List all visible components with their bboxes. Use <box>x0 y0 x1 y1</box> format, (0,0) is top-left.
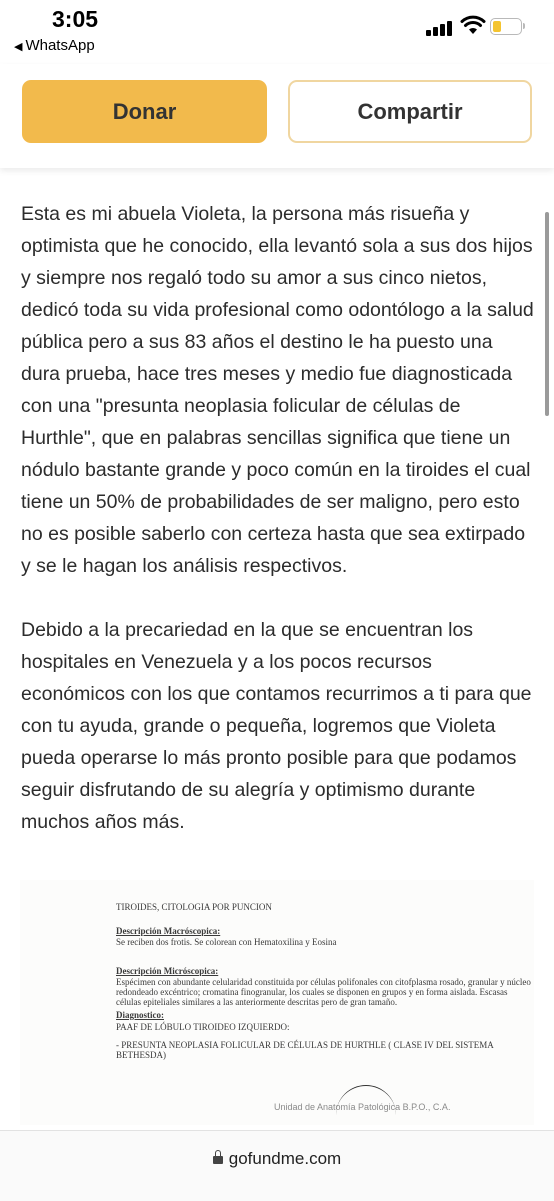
doc-diag-line: PAAF DE LÓBULO TIROIDEO IZQUIERDO: <box>116 1022 290 1032</box>
story-paragraph-1: Esta es mi abuela Violeta, la persona más risueña y optimista que he conocido, ella levantó sola a sus dos hijos y siempre nos regaló todo su amor a sus cinco nietos, dedicó toda su vida profesional como odontólogo a la salud pública pero a sus 83 años el destino le ha puesto una dura prueba, hace tres meses y medio fue diagnosticada con una "presunta neoplasia folicular de células de Hurthle", que en palabras sencillas significa que tiene un nódulo bastante grande y poco común en la tiroides el cual tiene un 50% de probabilidades de ser maligno, pero esto no es posible saberlo con certeza hasta que sea extirpado y se le hagan los análisis respectivos. <box>21 203 534 577</box>
doc-micro-line: células epiteliales similares a las anteriormente descritas pero de gran tamaño. <box>116 997 398 1007</box>
action-header <box>0 64 554 168</box>
doc-heading: TIROIDES, CITOLOGIA POR PUNCION <box>116 902 272 912</box>
doc-macro-text: Se reciben dos frotis. Se colorean con Hematoxilina y Eosina <box>116 937 337 947</box>
url-display[interactable] <box>0 1149 554 1169</box>
doc-micro-title: Descripción Micróscopica: <box>116 966 219 976</box>
donate-button[interactable]: Donar <box>22 80 267 143</box>
story-content <box>21 198 536 838</box>
doc-diag-line: BETHESDA) <box>116 1050 166 1060</box>
back-triangle-icon: ◀ <box>14 41 23 53</box>
doc-stamp: Unidad de Anatomía Patológica B.P.O., C.A. <box>274 1102 451 1112</box>
pathology-report-image[interactable] <box>20 880 534 1125</box>
doc-diag-title: Diagnostico: <box>116 1010 164 1020</box>
signature-mark <box>336 1085 396 1125</box>
doc-macro-title: Descripción Macróscopica: <box>116 926 221 936</box>
status-bar <box>0 0 554 60</box>
doc-diag-line: - PRESUNTA NEOPLASIA FOLICULAR DE CÉLULAS DE HURTHLE ( CLASE IV DEL SISTEMA <box>116 1040 494 1050</box>
battery-icon <box>490 18 524 35</box>
doc-micro-line: Espécimen con abundante celularidad constituida por células polifonales con citofplasma rosado, granular y núcleo <box>116 977 531 987</box>
url-text: gofundme.com <box>228 1149 342 1168</box>
share-button[interactable]: Compartir <box>288 80 532 143</box>
scrollbar[interactable] <box>545 212 549 416</box>
wifi-icon <box>460 14 486 36</box>
back-to-app-link[interactable] <box>14 37 95 54</box>
story-paragraph-2: Debido a la precariedad en la que se encuentran los hospitales en Venezuela y a los pocos recursos económicos con los que contamos recurrimos a ti para que con tu ayuda, grande o pequeña, logremos que Violeta pueda operarse lo más pronto posible para que podamos seguir disfrutando de su alegría y optimismo durante muchos años más. <box>21 619 532 833</box>
back-app-label: WhatsApp <box>25 37 95 54</box>
status-time: 3:05 <box>52 6 99 32</box>
browser-url-bar[interactable] <box>0 1130 554 1201</box>
doc-micro-line: redondeado excéntrico; cromatina finogranular, los cuales se disponen en grupos y en forma aislada. Escasas <box>116 987 508 997</box>
lock-icon <box>213 1156 223 1164</box>
cellular-signal-icon <box>426 16 456 36</box>
